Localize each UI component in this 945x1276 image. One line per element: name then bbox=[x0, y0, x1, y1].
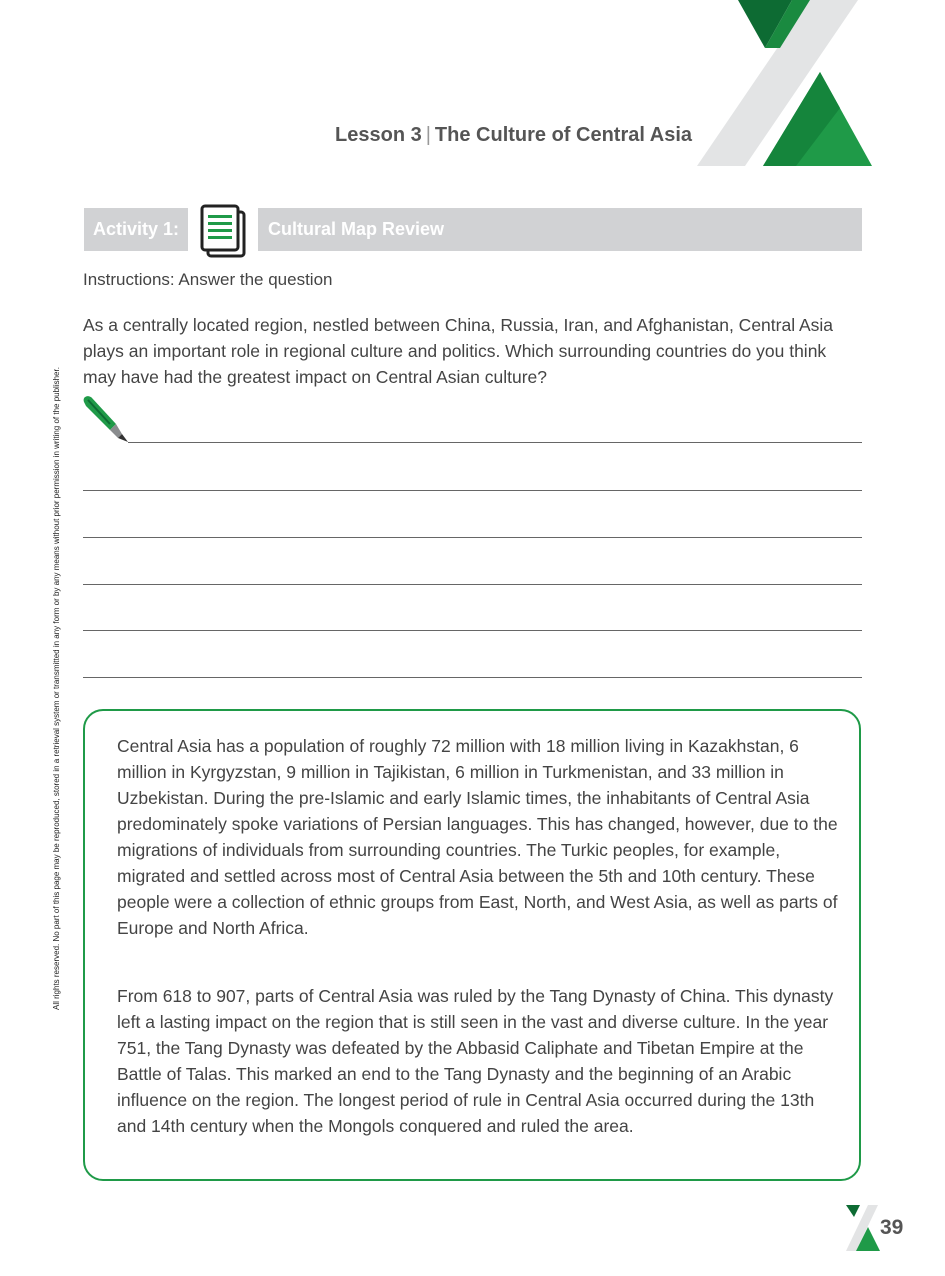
document-icon bbox=[198, 204, 250, 258]
page-number: 39 bbox=[880, 1216, 904, 1239]
lesson-title: The Culture of Central Asia bbox=[434, 124, 692, 146]
answer-line[interactable] bbox=[128, 442, 862, 443]
instructions-text: Instructions: Answer the question bbox=[83, 270, 333, 289]
pen-icon bbox=[80, 394, 132, 444]
corner-brand-logo bbox=[690, 0, 880, 170]
answer-line[interactable] bbox=[83, 677, 862, 678]
answer-line[interactable] bbox=[83, 490, 862, 491]
copyright-notice: All rights reserved. No part of this page may be reproduced, stored in a retrieval system or transmitted in any form or by any means without prior permission in writing of the publisher. bbox=[52, 367, 61, 1010]
answer-line[interactable] bbox=[83, 630, 862, 631]
activity-label: Activity 1: bbox=[84, 208, 188, 251]
answer-line[interactable] bbox=[83, 537, 862, 538]
activity-title: Cultural Map Review bbox=[258, 208, 862, 251]
activity-bar bbox=[84, 208, 862, 251]
answer-line[interactable] bbox=[83, 584, 862, 585]
footer-brand-logo bbox=[842, 1205, 884, 1251]
info-paragraph-2: From 618 to 907, parts of Central Asia was ruled by the Tang Dynasty of China. This dynasty left a lasting impact on the region that is still seen in the vast and diverse culture. In the year 751, the Tang Dynasty was defeated by the Abbasid Caliphate and Tibetan Empire at the Battle of Talas. This marked an end to the Tang Dynasty and the beginning of an Arabic influence on the region. The longest period of rule in Central Asia occurred during the 13th and 14th century when the Mongols conquered and ruled the area. bbox=[117, 986, 834, 1136]
info-paragraph-1: Central Asia has a population of roughly 72 million with 18 million living in Kazakhstan, 6 million in Kyrgyzstan, 9 million in Tajikistan, 6 million in Turkmenistan, and 33 million in Uzbekistan. During the pre-Islamic and early Islamic times, the inhabitants of Central Asia predominately spoke variations of Persian languages. This has changed, however, due to the migrations of individuals from surrounding countries. The Turkic peoples, for example, migrated and settled across most of Central Asia between the 5th and 10th century. These people were a collection of ethnic groups from East, North, and West Asia, as well as parts of Europe and North Africa. bbox=[117, 736, 838, 938]
question-text: As a centrally located region, nestled between China, Russia, Iran, and Afghanistan, Central Asia plays an important role in regional culture and politics. Which surrounding countries do you think may have had the greatest impact on Central Asian culture? bbox=[83, 315, 834, 387]
header-separator: | bbox=[425, 124, 431, 146]
lesson-header bbox=[335, 124, 692, 147]
lesson-number: Lesson 3 bbox=[335, 124, 422, 146]
